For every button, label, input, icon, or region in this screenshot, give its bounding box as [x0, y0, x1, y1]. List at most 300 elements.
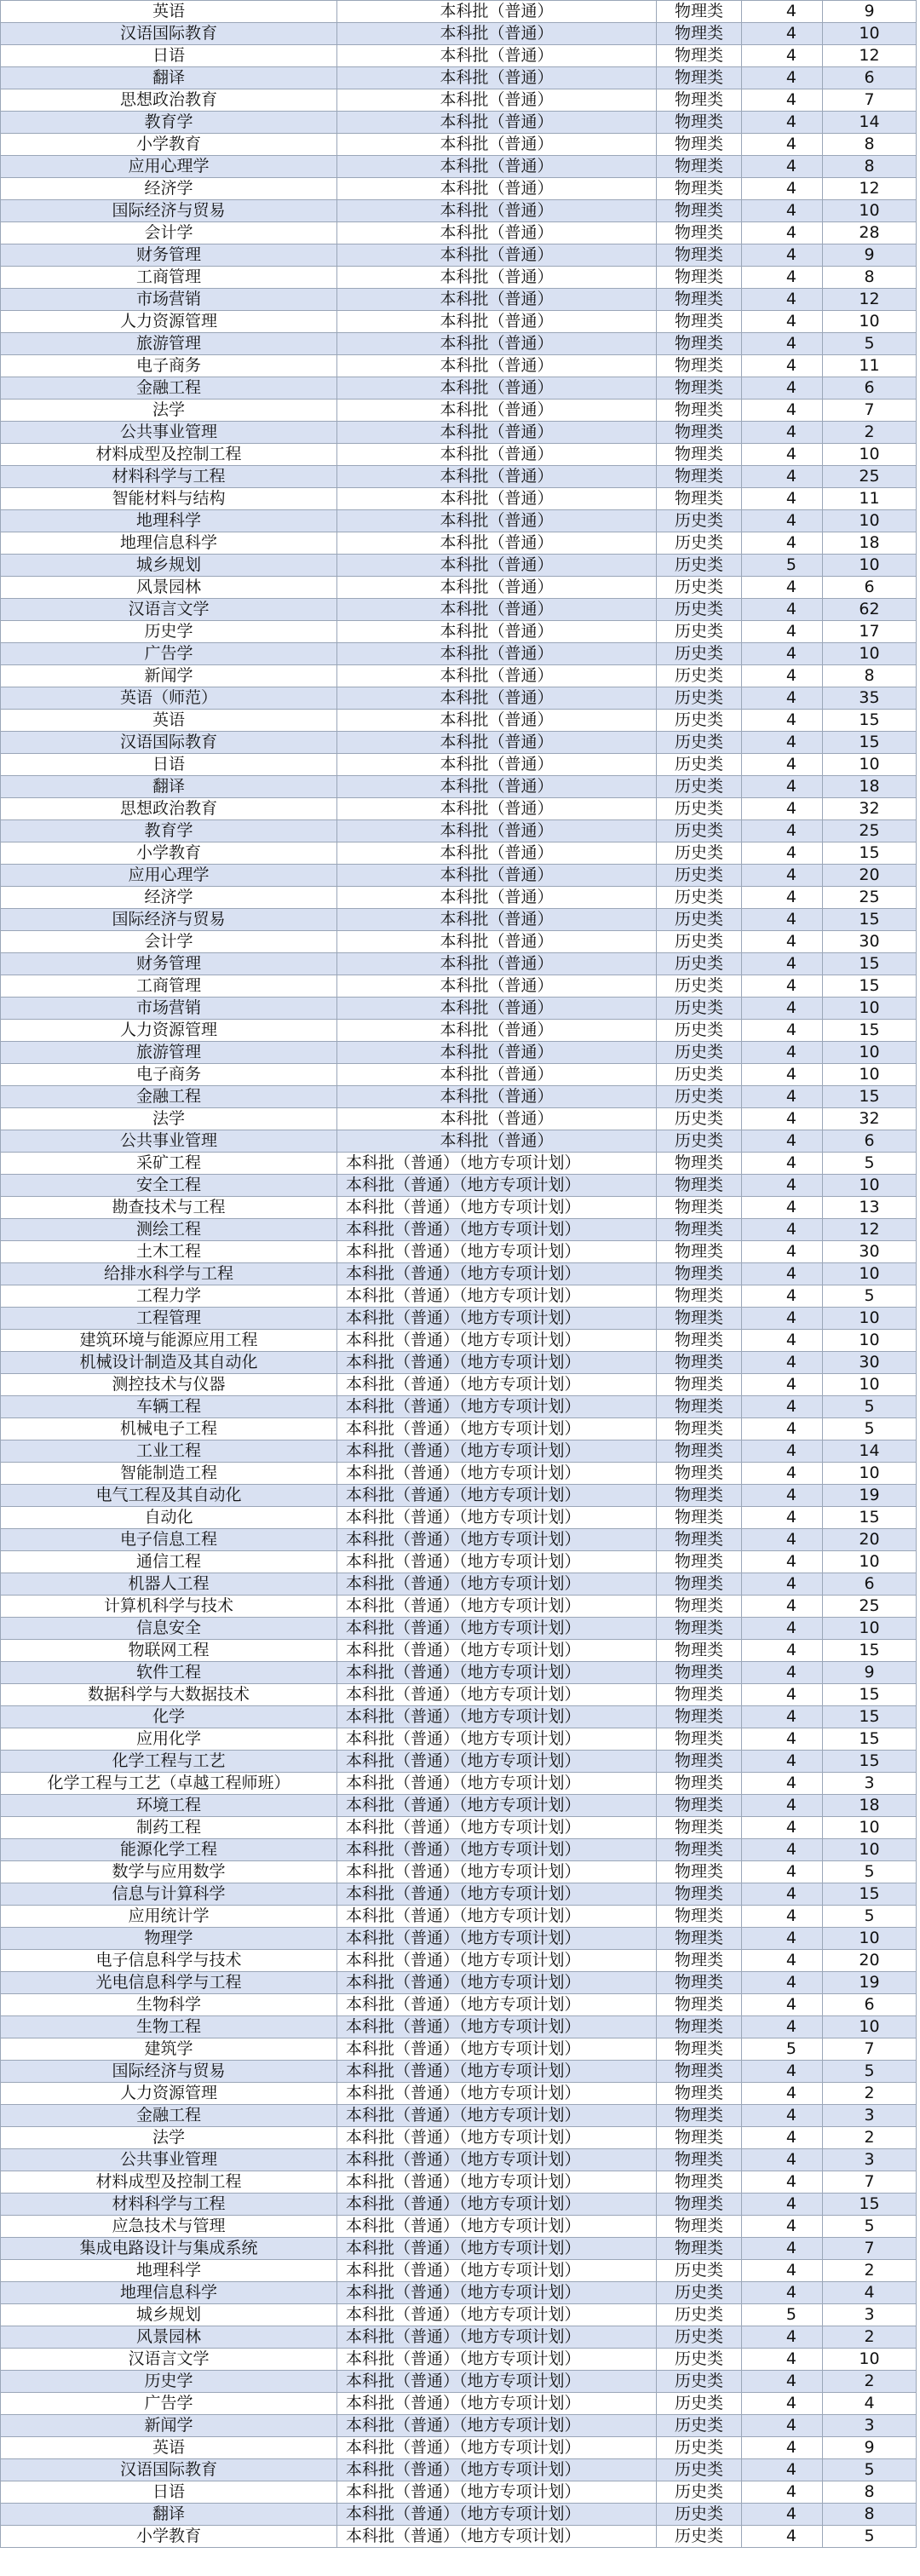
batch-cell: 本科批（普通）（地方专项计划） [337, 1507, 657, 1529]
table-row [1, 1352, 917, 1374]
plan-count-cell: 10 [823, 1928, 917, 1950]
batch-cell: 本科批（普通）（地方专项计划） [337, 2171, 657, 2194]
plan-count-cell: 2 [823, 422, 917, 444]
table-row [1, 134, 917, 156]
major-cell: 环境工程 [1, 1795, 337, 1817]
batch-cell: 本科批（普通）（地方专项计划） [337, 2459, 657, 2481]
major-cell: 机械设计制造及其自动化 [1, 1352, 337, 1374]
table-row [1, 89, 917, 112]
duration-cell: 4 [742, 2326, 823, 2349]
batch-cell: 本科批（普通）（地方专项计划） [337, 2437, 657, 2459]
major-cell: 计算机科学与技术 [1, 1596, 337, 1618]
batch-cell: 本科批（普通）（地方专项计划） [337, 2371, 657, 2393]
table-row [1, 732, 917, 754]
plan-count-cell: 10 [823, 200, 917, 222]
major-cell: 风景园林 [1, 2326, 337, 2349]
major-cell: 英语 [1, 710, 337, 732]
duration-cell: 5 [742, 2304, 823, 2326]
table-row [1, 1241, 917, 1263]
table-row [1, 776, 917, 798]
table-row [1, 2105, 917, 2127]
subject-category-cell: 历史类 [657, 577, 742, 599]
subject-category-cell: 物理类 [657, 2083, 742, 2105]
major-cell: 公共事业管理 [1, 2149, 337, 2171]
duration-cell: 4 [742, 2393, 823, 2415]
subject-category-cell: 物理类 [657, 200, 742, 222]
major-cell: 市场营销 [1, 289, 337, 311]
subject-category-cell: 历史类 [657, 687, 742, 710]
major-cell: 财务管理 [1, 953, 337, 975]
major-cell: 经济学 [1, 178, 337, 200]
major-cell: 日语 [1, 754, 337, 776]
table-row [1, 998, 917, 1020]
plan-count-cell: 8 [823, 665, 917, 687]
major-cell: 法学 [1, 1108, 337, 1130]
plan-count-cell: 8 [823, 2504, 917, 2526]
table-row [1, 1219, 917, 1241]
plan-count-cell: 4 [823, 2282, 917, 2304]
batch-cell: 本科批（普通） [337, 665, 657, 687]
batch-cell: 本科批（普通） [337, 200, 657, 222]
duration-cell: 4 [742, 1596, 823, 1618]
table-row [1, 1551, 917, 1573]
major-cell: 翻译 [1, 776, 337, 798]
plan-count-cell: 2 [823, 2371, 917, 2393]
batch-cell: 本科批（普通）（地方专项计划） [337, 2326, 657, 2349]
table-row [1, 178, 917, 200]
batch-cell: 本科批（普通） [337, 621, 657, 643]
major-cell: 化学 [1, 1706, 337, 1728]
batch-cell: 本科批（普通） [337, 1086, 657, 1108]
duration-cell: 4 [742, 1906, 823, 1928]
subject-category-cell: 物理类 [657, 112, 742, 134]
major-cell: 公共事业管理 [1, 422, 337, 444]
table-row [1, 1086, 917, 1108]
plan-count-cell: 11 [823, 488, 917, 510]
duration-cell: 4 [742, 998, 823, 1020]
major-cell: 地理科学 [1, 2260, 337, 2282]
major-cell: 新闻学 [1, 665, 337, 687]
major-cell: 材料科学与工程 [1, 2194, 337, 2216]
duration-cell: 4 [742, 754, 823, 776]
duration-cell: 4 [742, 1928, 823, 1950]
duration-cell: 4 [742, 2349, 823, 2371]
table-row [1, 2038, 917, 2061]
batch-cell: 本科批（普通） [337, 244, 657, 267]
subject-category-cell: 物理类 [657, 1640, 742, 1662]
plan-count-cell: 14 [823, 1440, 917, 1463]
duration-cell: 4 [742, 488, 823, 510]
table-row [1, 842, 917, 865]
duration-cell: 4 [742, 820, 823, 842]
subject-category-cell: 物理类 [657, 2149, 742, 2171]
plan-count-cell: 12 [823, 289, 917, 311]
table-row [1, 2127, 917, 2149]
plan-count-cell: 10 [823, 1330, 917, 1352]
batch-cell: 本科批（普通） [337, 909, 657, 931]
table-row [1, 1507, 917, 1529]
duration-cell: 4 [742, 1042, 823, 1064]
major-cell: 翻译 [1, 2504, 337, 2526]
plan-count-cell: 15 [823, 975, 917, 998]
table-row [1, 1817, 917, 1839]
plan-count-cell: 3 [823, 2415, 917, 2437]
batch-cell: 本科批（普通）（地方专项计划） [337, 2238, 657, 2260]
batch-cell: 本科批（普通）（地方专项计划） [337, 1308, 657, 1330]
subject-category-cell: 历史类 [657, 621, 742, 643]
table-row [1, 798, 917, 820]
duration-cell: 4 [742, 1153, 823, 1175]
plan-count-cell: 35 [823, 687, 917, 710]
batch-cell: 本科批（普通） [337, 599, 657, 621]
major-cell: 地理科学 [1, 510, 337, 532]
duration-cell: 4 [742, 1640, 823, 1662]
subject-category-cell: 物理类 [657, 2038, 742, 2061]
batch-cell: 本科批（普通）（地方专项计划） [337, 1219, 657, 1241]
batch-cell: 本科批（普通）（地方专项计划） [337, 1573, 657, 1596]
plan-count-cell: 25 [823, 1596, 917, 1618]
plan-count-cell: 25 [823, 466, 917, 488]
plan-count-cell: 6 [823, 577, 917, 599]
plan-count-cell: 10 [823, 1839, 917, 1861]
table-row [1, 2083, 917, 2105]
table-row [1, 687, 917, 710]
batch-cell: 本科批（普通）（地方专项计划） [337, 1839, 657, 1861]
table-row [1, 643, 917, 665]
table-row [1, 1883, 917, 1906]
major-cell: 汉语国际教育 [1, 732, 337, 754]
batch-cell: 本科批（普通）（地方专项计划） [337, 1928, 657, 1950]
major-cell: 日语 [1, 45, 337, 67]
duration-cell: 4 [742, 776, 823, 798]
table-row [1, 2171, 917, 2194]
plan-count-cell: 15 [823, 1640, 917, 1662]
subject-category-cell: 历史类 [657, 1042, 742, 1064]
table-row [1, 931, 917, 953]
major-cell: 日语 [1, 2481, 337, 2504]
plan-count-cell: 8 [823, 2481, 917, 2504]
subject-category-cell: 历史类 [657, 2326, 742, 2349]
plan-count-cell: 15 [823, 2194, 917, 2216]
plan-count-cell: 5 [823, 333, 917, 355]
subject-category-cell: 物理类 [657, 311, 742, 333]
duration-cell: 4 [742, 798, 823, 820]
duration-cell: 5 [742, 2038, 823, 2061]
batch-cell: 本科批（普通） [337, 311, 657, 333]
subject-category-cell: 历史类 [657, 798, 742, 820]
duration-cell: 4 [742, 1130, 823, 1153]
batch-cell: 本科批（普通） [337, 776, 657, 798]
major-cell: 历史学 [1, 621, 337, 643]
table-row [1, 2149, 917, 2171]
batch-cell: 本科批（普通） [337, 422, 657, 444]
subject-category-cell: 物理类 [657, 1817, 742, 1839]
subject-category-cell: 物理类 [657, 488, 742, 510]
table-row [1, 2504, 917, 2526]
duration-cell: 4 [742, 510, 823, 532]
duration-cell: 4 [742, 1817, 823, 1839]
plan-count-cell: 30 [823, 1352, 917, 1374]
table-row [1, 1064, 917, 1086]
duration-cell: 4 [742, 267, 823, 289]
batch-cell: 本科批（普通） [337, 134, 657, 156]
plan-count-cell: 5 [823, 1906, 917, 1928]
table-row [1, 665, 917, 687]
subject-category-cell: 物理类 [657, 89, 742, 112]
batch-cell: 本科批（普通） [337, 289, 657, 311]
plan-count-cell: 8 [823, 156, 917, 178]
duration-cell: 4 [742, 953, 823, 975]
major-cell: 国际经济与贸易 [1, 200, 337, 222]
table-row [1, 2016, 917, 2038]
major-cell: 采矿工程 [1, 1153, 337, 1175]
batch-cell: 本科批（普通）（地方专项计划） [337, 1485, 657, 1507]
duration-cell: 4 [742, 1197, 823, 1219]
major-cell: 思想政治教育 [1, 89, 337, 112]
batch-cell: 本科批（普通） [337, 178, 657, 200]
duration-cell: 4 [742, 1219, 823, 1241]
major-cell: 自动化 [1, 1507, 337, 1529]
plan-count-cell: 5 [823, 2459, 917, 2481]
subject-category-cell: 物理类 [657, 178, 742, 200]
duration-cell: 4 [742, 444, 823, 466]
plan-count-cell: 7 [823, 2238, 917, 2260]
duration-cell: 4 [742, 1, 823, 23]
batch-cell: 本科批（普通） [337, 67, 657, 89]
table-row [1, 2349, 917, 2371]
plan-count-cell: 17 [823, 621, 917, 643]
batch-cell: 本科批（普通）（地方专项计划） [337, 1396, 657, 1418]
duration-cell: 4 [742, 1839, 823, 1861]
major-cell: 思想政治教育 [1, 798, 337, 820]
duration-cell: 4 [742, 1618, 823, 1640]
major-cell: 城乡规划 [1, 2304, 337, 2326]
table-row [1, 67, 917, 89]
plan-count-cell: 10 [823, 555, 917, 577]
table-row [1, 333, 917, 355]
table-row [1, 865, 917, 887]
table-row [1, 1773, 917, 1795]
subject-category-cell: 物理类 [657, 1352, 742, 1374]
plan-count-cell: 28 [823, 222, 917, 244]
subject-category-cell: 物理类 [657, 1928, 742, 1950]
major-cell: 小学教育 [1, 842, 337, 865]
duration-cell: 4 [742, 1064, 823, 1086]
major-cell: 电气工程及其自动化 [1, 1485, 337, 1507]
subject-category-cell: 物理类 [657, 422, 742, 444]
duration-cell: 4 [742, 2083, 823, 2105]
subject-category-cell: 历史类 [657, 998, 742, 1020]
major-cell: 集成电路设计与集成系统 [1, 2238, 337, 2260]
major-cell: 物联网工程 [1, 1640, 337, 1662]
batch-cell: 本科批（普通） [337, 267, 657, 289]
batch-cell: 本科批（普通） [337, 89, 657, 112]
duration-cell: 4 [742, 2371, 823, 2393]
major-cell: 英语 [1, 2437, 337, 2459]
plan-count-cell: 10 [823, 2349, 917, 2371]
table-row [1, 1, 917, 23]
major-cell: 财务管理 [1, 244, 337, 267]
major-cell: 人力资源管理 [1, 311, 337, 333]
major-cell: 国际经济与贸易 [1, 909, 337, 931]
duration-cell: 4 [742, 289, 823, 311]
duration-cell: 4 [742, 67, 823, 89]
table-row [1, 1463, 917, 1485]
subject-category-cell: 物理类 [657, 1440, 742, 1463]
duration-cell: 4 [742, 2459, 823, 2481]
batch-cell: 本科批（普通）（地方专项计划） [337, 2127, 657, 2149]
subject-category-cell: 物理类 [657, 1662, 742, 1684]
major-cell: 工商管理 [1, 267, 337, 289]
plan-count-cell: 9 [823, 1, 917, 23]
batch-cell: 本科批（普通） [337, 555, 657, 577]
table-row [1, 2282, 917, 2304]
batch-cell: 本科批（普通） [337, 887, 657, 909]
table-row [1, 1972, 917, 1994]
table-row [1, 1839, 917, 1861]
plan-count-cell: 20 [823, 1950, 917, 1972]
duration-cell: 4 [742, 333, 823, 355]
subject-category-cell: 物理类 [657, 289, 742, 311]
subject-category-cell: 物理类 [657, 244, 742, 267]
duration-cell: 4 [742, 1086, 823, 1108]
table-row [1, 1795, 917, 1817]
duration-cell: 4 [742, 1241, 823, 1263]
table-row [1, 532, 917, 555]
major-cell: 汉语言文学 [1, 599, 337, 621]
subject-category-cell: 物理类 [657, 45, 742, 67]
subject-category-cell: 物理类 [657, 1839, 742, 1861]
table-row [1, 510, 917, 532]
table-row [1, 2415, 917, 2437]
duration-cell: 4 [742, 1352, 823, 1374]
plan-count-cell: 2 [823, 2127, 917, 2149]
plan-count-cell: 6 [823, 1573, 917, 1596]
batch-cell: 本科批（普通）（地方专项计划） [337, 1596, 657, 1618]
plan-count-cell: 10 [823, 1263, 917, 1285]
major-cell: 工程管理 [1, 1308, 337, 1330]
batch-cell: 本科批（普通）（地方专项计划） [337, 2393, 657, 2415]
batch-cell: 本科批（普通）（地方专项计划） [337, 1994, 657, 2016]
plan-count-cell: 5 [823, 2216, 917, 2238]
subject-category-cell: 历史类 [657, 909, 742, 931]
table-row [1, 1684, 917, 1706]
duration-cell: 4 [742, 1175, 823, 1197]
plan-count-cell: 20 [823, 865, 917, 887]
subject-category-cell: 历史类 [657, 842, 742, 865]
duration-cell: 4 [742, 887, 823, 909]
plan-count-cell: 18 [823, 776, 917, 798]
plan-count-cell: 10 [823, 643, 917, 665]
table-row [1, 1153, 917, 1175]
subject-category-cell: 物理类 [657, 1263, 742, 1285]
duration-cell: 4 [742, 200, 823, 222]
major-cell: 人力资源管理 [1, 2083, 337, 2105]
batch-cell: 本科批（普通） [337, 865, 657, 887]
table-row [1, 1906, 917, 1928]
major-cell: 应用化学 [1, 1728, 337, 1751]
batch-cell: 本科批（普通） [337, 23, 657, 45]
duration-cell: 4 [742, 1684, 823, 1706]
subject-category-cell: 历史类 [657, 931, 742, 953]
batch-cell: 本科批（普通）（地方专项计划） [337, 1529, 657, 1551]
major-cell: 应急技术与管理 [1, 2216, 337, 2238]
plan-count-cell: 7 [823, 89, 917, 112]
subject-category-cell: 历史类 [657, 820, 742, 842]
duration-cell: 4 [742, 1994, 823, 2016]
batch-cell: 本科批（普通） [337, 687, 657, 710]
major-cell: 广告学 [1, 643, 337, 665]
duration-cell: 4 [742, 45, 823, 67]
table-row [1, 488, 917, 510]
table-row [1, 621, 917, 643]
plan-count-cell: 6 [823, 67, 917, 89]
major-cell: 电子商务 [1, 355, 337, 377]
subject-category-cell: 物理类 [657, 1507, 742, 1529]
batch-cell: 本科批（普通）（地方专项计划） [337, 2083, 657, 2105]
batch-cell: 本科批（普通）（地方专项计划） [337, 1153, 657, 1175]
subject-category-cell: 物理类 [657, 1418, 742, 1440]
duration-cell: 4 [742, 931, 823, 953]
major-cell: 公共事业管理 [1, 1130, 337, 1153]
major-cell: 应用统计学 [1, 1906, 337, 1928]
plan-count-cell: 9 [823, 244, 917, 267]
table-row [1, 1994, 917, 2016]
batch-cell: 本科批（普通） [337, 754, 657, 776]
batch-cell: 本科批（普通） [337, 466, 657, 488]
subject-category-cell: 物理类 [657, 1241, 742, 1263]
subject-category-cell: 物理类 [657, 1374, 742, 1396]
duration-cell: 4 [742, 2481, 823, 2504]
major-cell: 金融工程 [1, 377, 337, 400]
batch-cell: 本科批（普通）（地方专项计划） [337, 1551, 657, 1573]
batch-cell: 本科批（普通） [337, 842, 657, 865]
batch-cell: 本科批（普通） [337, 112, 657, 134]
major-cell: 旅游管理 [1, 1042, 337, 1064]
table-row [1, 112, 917, 134]
plan-count-cell: 15 [823, 1883, 917, 1906]
table-row [1, 23, 917, 45]
table-row [1, 1418, 917, 1440]
batch-cell: 本科批（普通） [337, 577, 657, 599]
batch-cell: 本科批（普通）（地方专项计划） [337, 1751, 657, 1773]
major-cell: 工商管理 [1, 975, 337, 998]
subject-category-cell: 历史类 [657, 1108, 742, 1130]
subject-category-cell: 物理类 [657, 1219, 742, 1241]
duration-cell: 4 [742, 156, 823, 178]
batch-cell: 本科批（普通）（地方专项计划） [337, 1440, 657, 1463]
table-row [1, 2437, 917, 2459]
subject-category-cell: 物理类 [657, 1529, 742, 1551]
plan-count-cell: 15 [823, 953, 917, 975]
table-row [1, 1751, 917, 1773]
table-row [1, 466, 917, 488]
subject-category-cell: 物理类 [657, 222, 742, 244]
duration-cell: 4 [742, 1463, 823, 1485]
table-row [1, 1374, 917, 1396]
subject-category-cell: 物理类 [657, 377, 742, 400]
table-row [1, 2304, 917, 2326]
table-row [1, 2481, 917, 2504]
plan-count-cell: 62 [823, 599, 917, 621]
subject-category-cell: 历史类 [657, 643, 742, 665]
subject-category-cell: 物理类 [657, 1950, 742, 1972]
batch-cell: 本科批（普通）（地方专项计划） [337, 1352, 657, 1374]
major-cell: 会计学 [1, 222, 337, 244]
major-cell: 生物科学 [1, 1994, 337, 2016]
table-row [1, 2194, 917, 2216]
major-cell: 制药工程 [1, 1817, 337, 1839]
